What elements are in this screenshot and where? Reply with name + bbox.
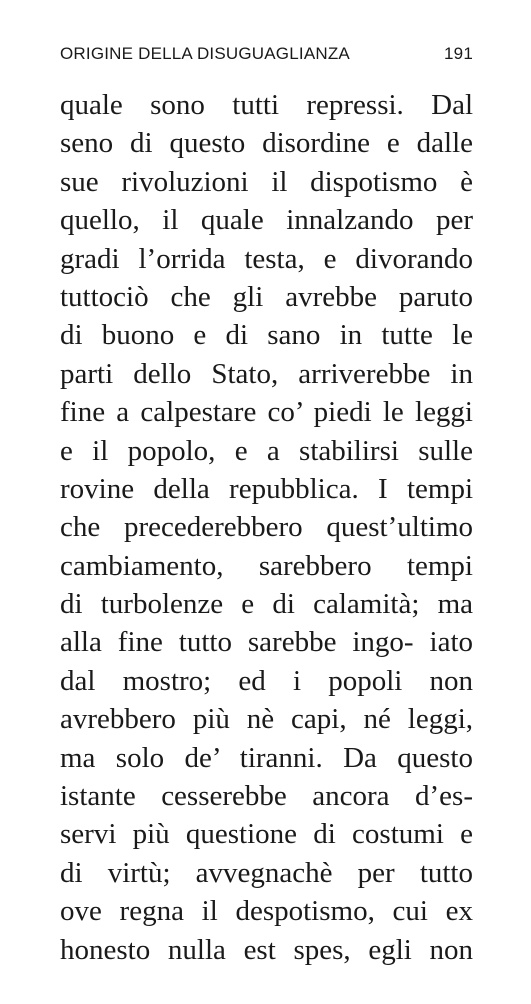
text-line: avrebbero più nè capi, né leggi,	[60, 703, 473, 736]
text-line: ma solo de’ tiranni. Da questo	[60, 741, 473, 774]
text-line: cambiamento, sarebbero tempi	[60, 549, 473, 582]
text-line: quello, il quale innalzando per	[60, 204, 473, 237]
text-line: tuttociò che gli avrebbe paruto	[60, 280, 473, 313]
text-line: fine a calpestare co’ piedi le leggi	[60, 396, 473, 429]
text-line: rovine della repubblica. I tempi	[60, 472, 473, 505]
running-title: ORIGINE DELLA DISUGUAGLIANZA	[60, 44, 350, 63]
text-line: seno di questo disordine e dalle	[60, 127, 473, 160]
text-line: dal mostro; ed i popoli non	[60, 664, 473, 697]
text-line: di virtù; avvegnachè per tutto	[60, 856, 473, 889]
body-text	[60, 86, 473, 969]
text-line: istante cesserebbe ancora d’es-	[60, 780, 473, 813]
page-header	[60, 42, 473, 66]
text-line: sue rivoluzioni il dispotismo è	[60, 165, 473, 198]
text-line: di buono e di sano in tutte le	[60, 319, 473, 352]
text-line: servi più questione di costumi e	[60, 818, 473, 851]
page-number: 191	[444, 44, 473, 63]
text-line: di turbolenze e di calamità; ma	[60, 588, 473, 621]
text-line: alla fine tutto sarebbe ingo- iato	[60, 626, 473, 659]
text-line: ove regna il despotismo, cui ex	[60, 895, 473, 928]
text-line: quale sono tutti repressi. Dal	[60, 89, 473, 121]
text-line: che precederebbero quest’ultimo	[60, 511, 473, 544]
text-line: parti dello Stato, arriverebbe in	[60, 357, 473, 390]
text-line: gradi l’orrida testa, e divorando	[60, 242, 473, 275]
text-line: honesto nulla est spes, egli non	[60, 933, 473, 966]
text-line: e il popolo, e a stabilirsi sulle	[60, 434, 473, 467]
